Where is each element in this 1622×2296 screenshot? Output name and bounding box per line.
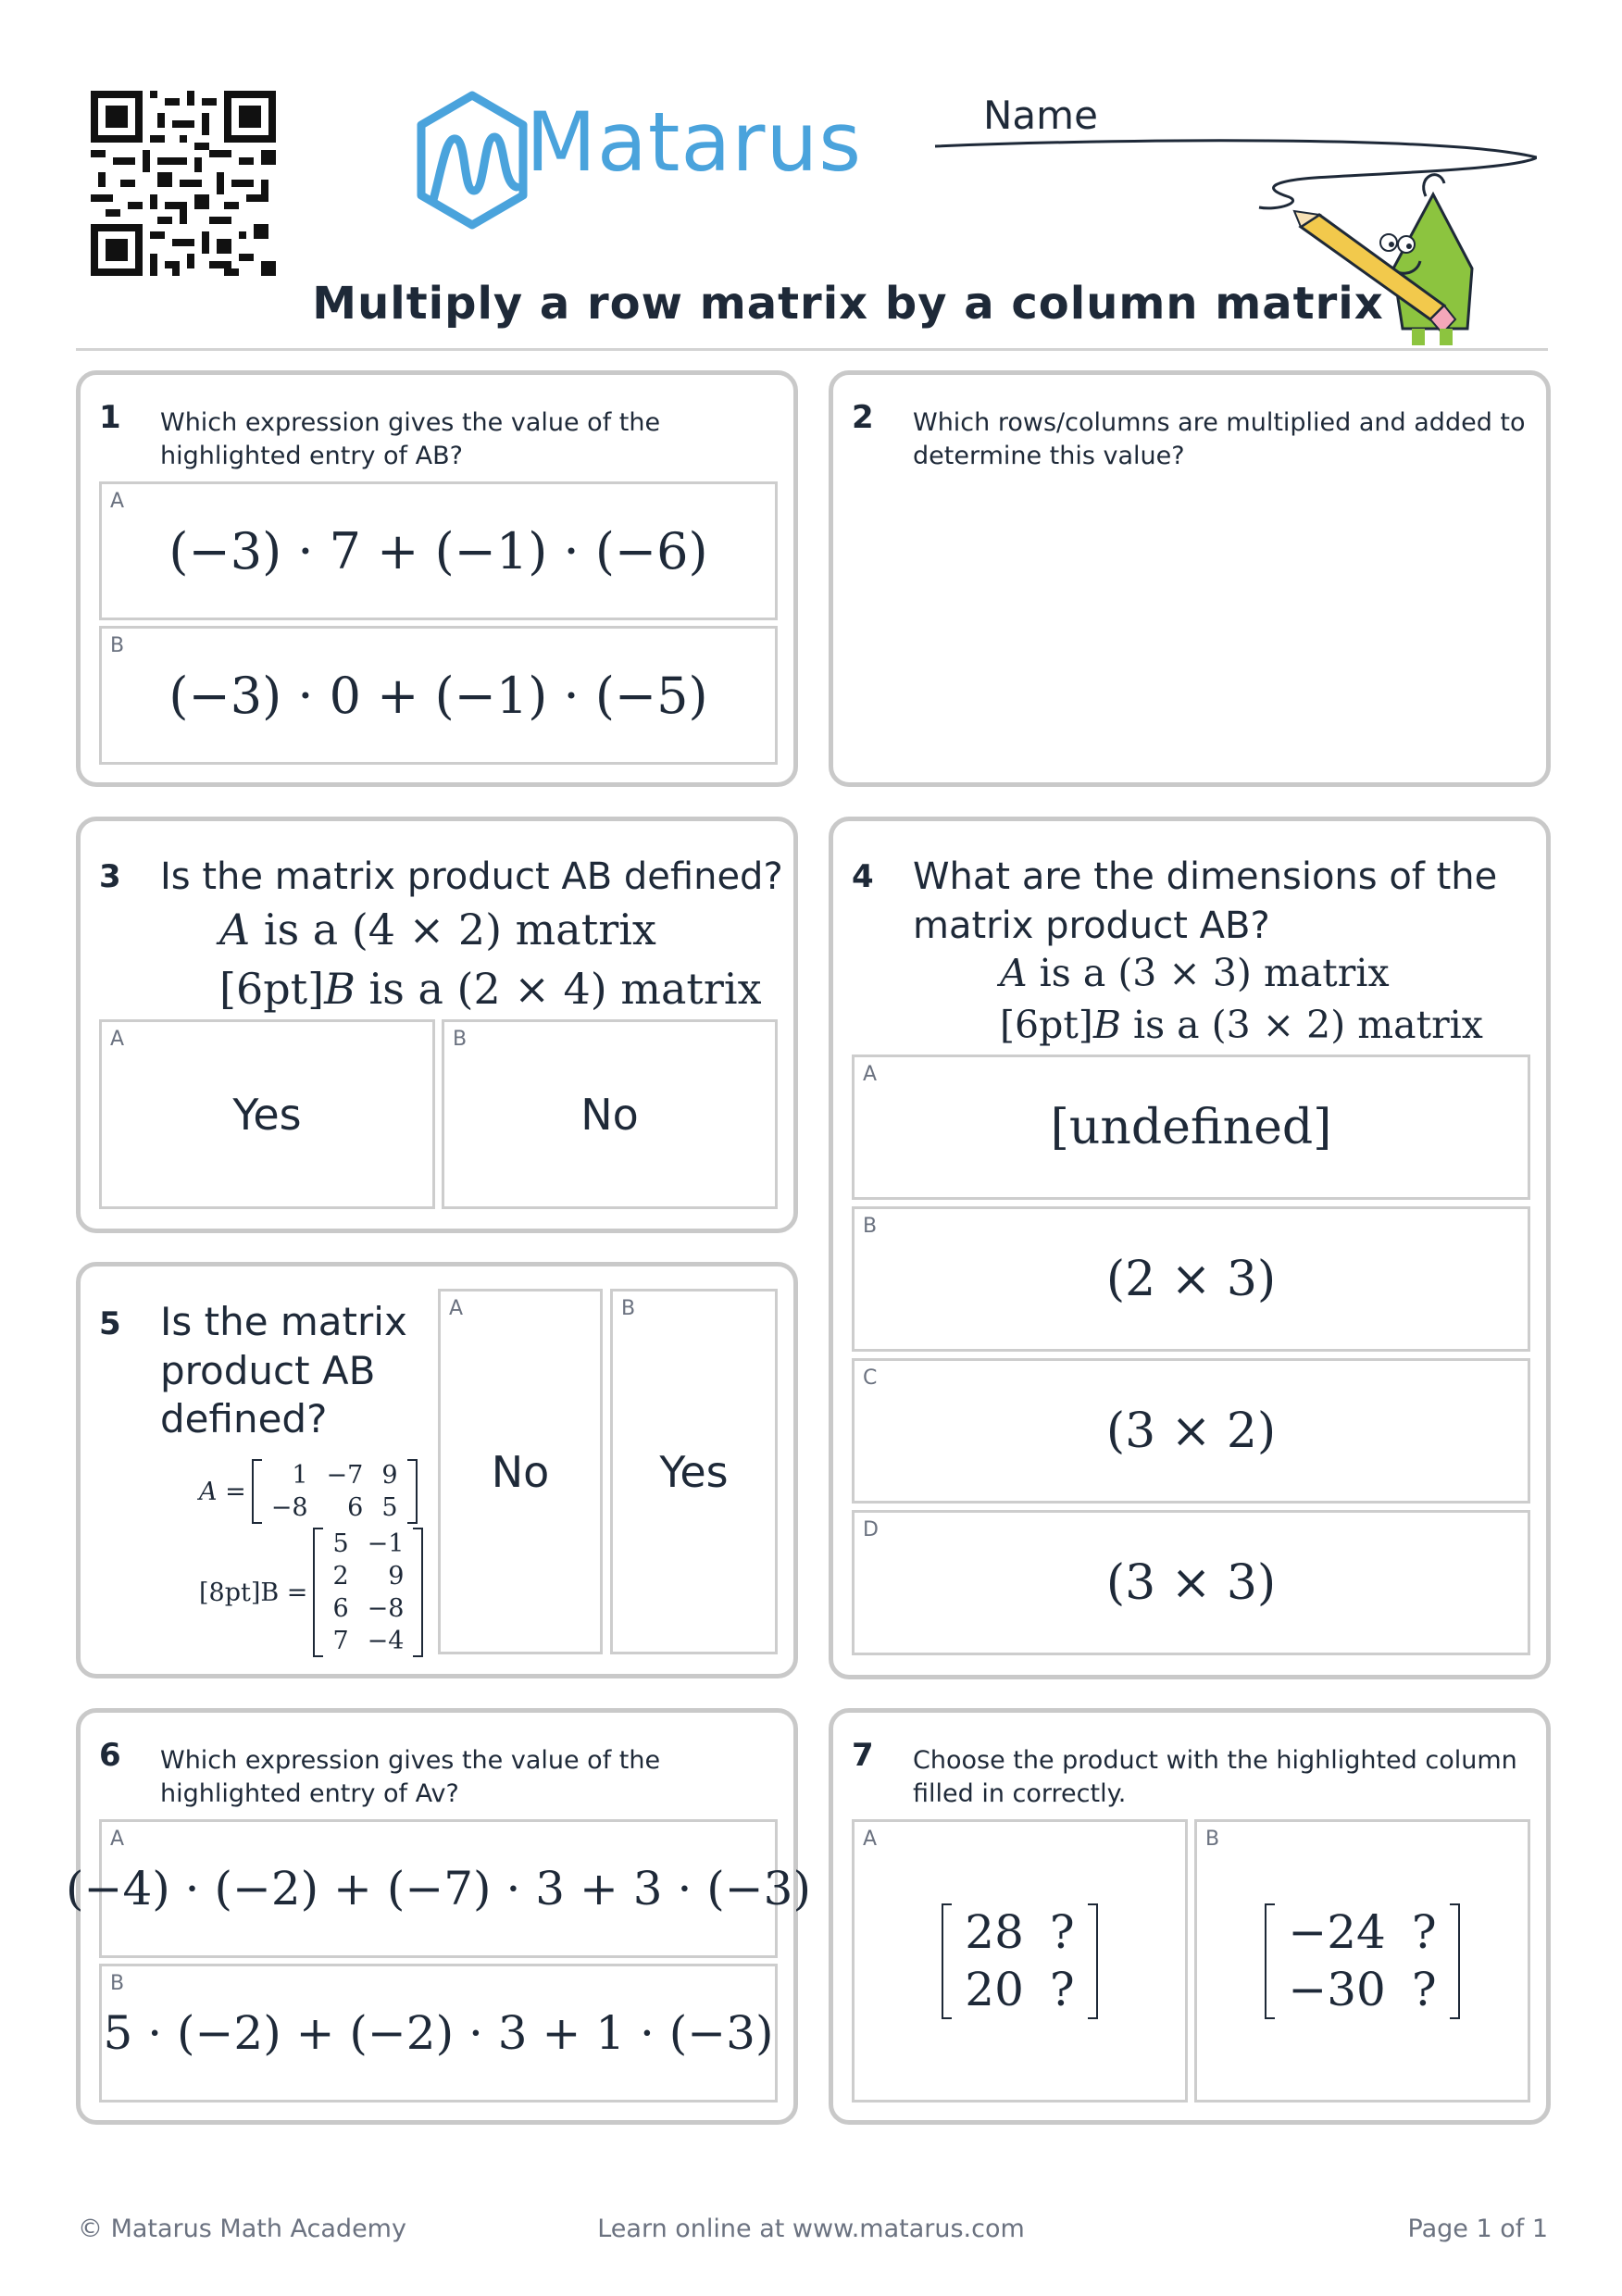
question-text: Which expression gives the value of the highlighted entry of AB? xyxy=(160,408,661,470)
matrix-cell: −24 xyxy=(1288,1904,1386,1959)
option-expression: (−3) · 7 + (−1) · (−6) xyxy=(168,521,708,580)
option-text: Yes xyxy=(232,1089,302,1140)
matrix-cell: 5 xyxy=(381,1493,398,1523)
option-label: B xyxy=(453,1028,468,1051)
matrix-cell: −4 xyxy=(367,1627,405,1656)
question-number: 6 xyxy=(99,1737,121,1774)
matrix-row xyxy=(952,1961,1087,2019)
option-expression: (2 × 3) xyxy=(1105,1251,1277,1307)
option-label: C xyxy=(863,1366,878,1390)
question-number: 1 xyxy=(99,399,121,436)
matrix-row xyxy=(323,1592,413,1625)
option-expression: [undefined] xyxy=(1050,1099,1332,1155)
option-text: Yes xyxy=(659,1446,729,1497)
option-text: No xyxy=(491,1446,550,1497)
option-label: B xyxy=(1205,1828,1220,1851)
option-label: A xyxy=(110,1028,125,1051)
matrix-row xyxy=(952,1903,1087,1962)
answer-option-a[interactable] xyxy=(99,481,778,620)
option-label: B xyxy=(863,1215,878,1238)
answer-option-a[interactable] xyxy=(852,1054,1530,1200)
answer-option-a[interactable] xyxy=(66,1819,811,1958)
page-title: Multiply a row matrix by a column matrix xyxy=(312,278,1384,330)
question-text-line: defined? xyxy=(160,1396,328,1441)
question-card-5 xyxy=(76,1262,798,1678)
question-number: 7 xyxy=(852,1737,874,1774)
question-card-7 xyxy=(829,1708,1551,2125)
matrix-a-statement: A is a (3 × 3) matrix xyxy=(1000,951,1390,995)
matrix-b-statement: [6pt]B is a (3 × 2) matrix xyxy=(1000,1003,1483,1047)
matrix-row xyxy=(1275,1903,1449,1962)
question-text: Is the matrix product AB defined? xyxy=(160,855,783,898)
matrix-b xyxy=(199,1528,423,1657)
option-label: A xyxy=(110,490,125,513)
question-number: 2 xyxy=(852,399,874,436)
option-expression: (3 × 2) xyxy=(1105,1403,1277,1459)
matrix-row xyxy=(262,1491,407,1524)
matrix-cell: −30 xyxy=(1288,1963,1386,2016)
option-label: B xyxy=(110,1972,125,1995)
matrix-cell: 20 xyxy=(965,1963,1024,2016)
option-label: D xyxy=(863,1518,879,1541)
option-expression: (−3) · 0 + (−1) · (−5) xyxy=(168,666,708,725)
option-text: No xyxy=(580,1089,639,1140)
question-text-line: Is the matrix xyxy=(160,1299,407,1344)
question-text: Choose the product with the highlighted column filled in correctly. xyxy=(913,1746,1517,1808)
question-card-2 xyxy=(829,370,1551,787)
header-divider xyxy=(76,348,1548,351)
answer-option-b[interactable] xyxy=(852,1206,1530,1352)
matrix-cell: 28 xyxy=(965,1904,1024,1959)
option-label: B xyxy=(110,634,125,657)
question-text: What are the dimensions of the matrix product AB? xyxy=(913,855,1498,947)
brand-name: Matarus xyxy=(526,94,863,190)
question-number: 3 xyxy=(99,858,121,895)
question-card-3 xyxy=(76,817,798,1233)
matrix-cell: 6 xyxy=(332,1594,349,1624)
matrix-row xyxy=(323,1560,413,1592)
option-label: A xyxy=(863,1828,878,1851)
matrix-a xyxy=(199,1459,418,1524)
option-label: A xyxy=(449,1297,464,1320)
matrix-a-label: A = xyxy=(199,1477,246,1506)
matrix-row xyxy=(1275,1961,1449,2019)
question-number: 5 xyxy=(99,1305,121,1342)
answer-option-c[interactable] xyxy=(852,1358,1530,1504)
answer-option-b[interactable] xyxy=(99,626,778,765)
question-text: Which expression gives the value of the highlighted entry of Av? xyxy=(160,1746,661,1808)
option-matrix xyxy=(942,1903,1097,2019)
matrix-cell: 9 xyxy=(388,1562,405,1591)
option-expression: (−4) · (−2) + (−7) · 3 + 3 · (−3) xyxy=(66,1862,811,1915)
option-label: B xyxy=(621,1297,636,1320)
matrix-b-statement: [6pt]B is a (2 × 4) matrix xyxy=(219,964,762,1014)
question-number: 4 xyxy=(852,858,874,895)
matrix-cell: 1 xyxy=(292,1461,308,1490)
answer-option-b[interactable] xyxy=(610,1289,778,1654)
matrix-cell: 5 xyxy=(332,1529,349,1558)
matrix-cell: 6 xyxy=(347,1493,364,1523)
answer-option-b[interactable] xyxy=(1194,1819,1530,2103)
matrix-cell: −8 xyxy=(270,1493,308,1523)
matrix-row xyxy=(323,1625,413,1657)
footer-website[interactable]: Learn online at www.matarus.com xyxy=(597,2215,1025,2243)
question-card-6 xyxy=(66,1708,811,2125)
option-expression: (3 × 3) xyxy=(1105,1554,1277,1611)
answer-option-d[interactable] xyxy=(852,1510,1530,1655)
matrix-cell: ? xyxy=(1049,1963,1075,2016)
option-label: A xyxy=(863,1063,878,1086)
answer-option-a[interactable] xyxy=(438,1289,603,1654)
name-label: Name xyxy=(983,93,1098,138)
matrix-cell: −8 xyxy=(367,1594,405,1624)
matrix-cell: ? xyxy=(1411,1963,1437,2016)
option-matrix xyxy=(1265,1903,1459,2019)
answer-option-a[interactable] xyxy=(852,1819,1188,2103)
answer-option-b[interactable] xyxy=(442,1019,778,1209)
matrix-row xyxy=(323,1528,413,1560)
footer-copyright: © Matarus Math Academy xyxy=(78,2215,406,2243)
matrix-cell: 9 xyxy=(381,1461,398,1490)
question-text xyxy=(160,1298,438,1444)
answer-option-a[interactable] xyxy=(99,1019,435,1209)
matrix-b-label: [8pt]B = xyxy=(199,1578,308,1607)
matrix-cell: 2 xyxy=(332,1562,349,1591)
matrix-a-statement: A is a (4 × 2) matrix xyxy=(219,905,656,955)
question-text-line: product AB xyxy=(160,1347,376,1393)
matrix-cell: −1 xyxy=(367,1529,405,1558)
matrix-cell: ? xyxy=(1049,1904,1075,1959)
question-card-4 xyxy=(829,817,1551,1679)
qr-code xyxy=(91,91,276,276)
matrix-cell: 7 xyxy=(332,1627,349,1656)
answer-option-b[interactable] xyxy=(99,1964,778,2103)
option-expression: 5 · (−2) + (−2) · 3 + 1 · (−3) xyxy=(103,2006,774,2060)
question-text: Which rows/columns are multiplied and added to determine this value? xyxy=(913,408,1526,470)
question-card-1 xyxy=(76,370,798,787)
matrix-cell: ? xyxy=(1411,1904,1437,1959)
matrix-cell: −7 xyxy=(326,1461,364,1490)
option-label: A xyxy=(110,1828,125,1851)
footer-page-number: Page 1 of 1 xyxy=(1407,2215,1548,2243)
matrix-row xyxy=(262,1459,407,1491)
